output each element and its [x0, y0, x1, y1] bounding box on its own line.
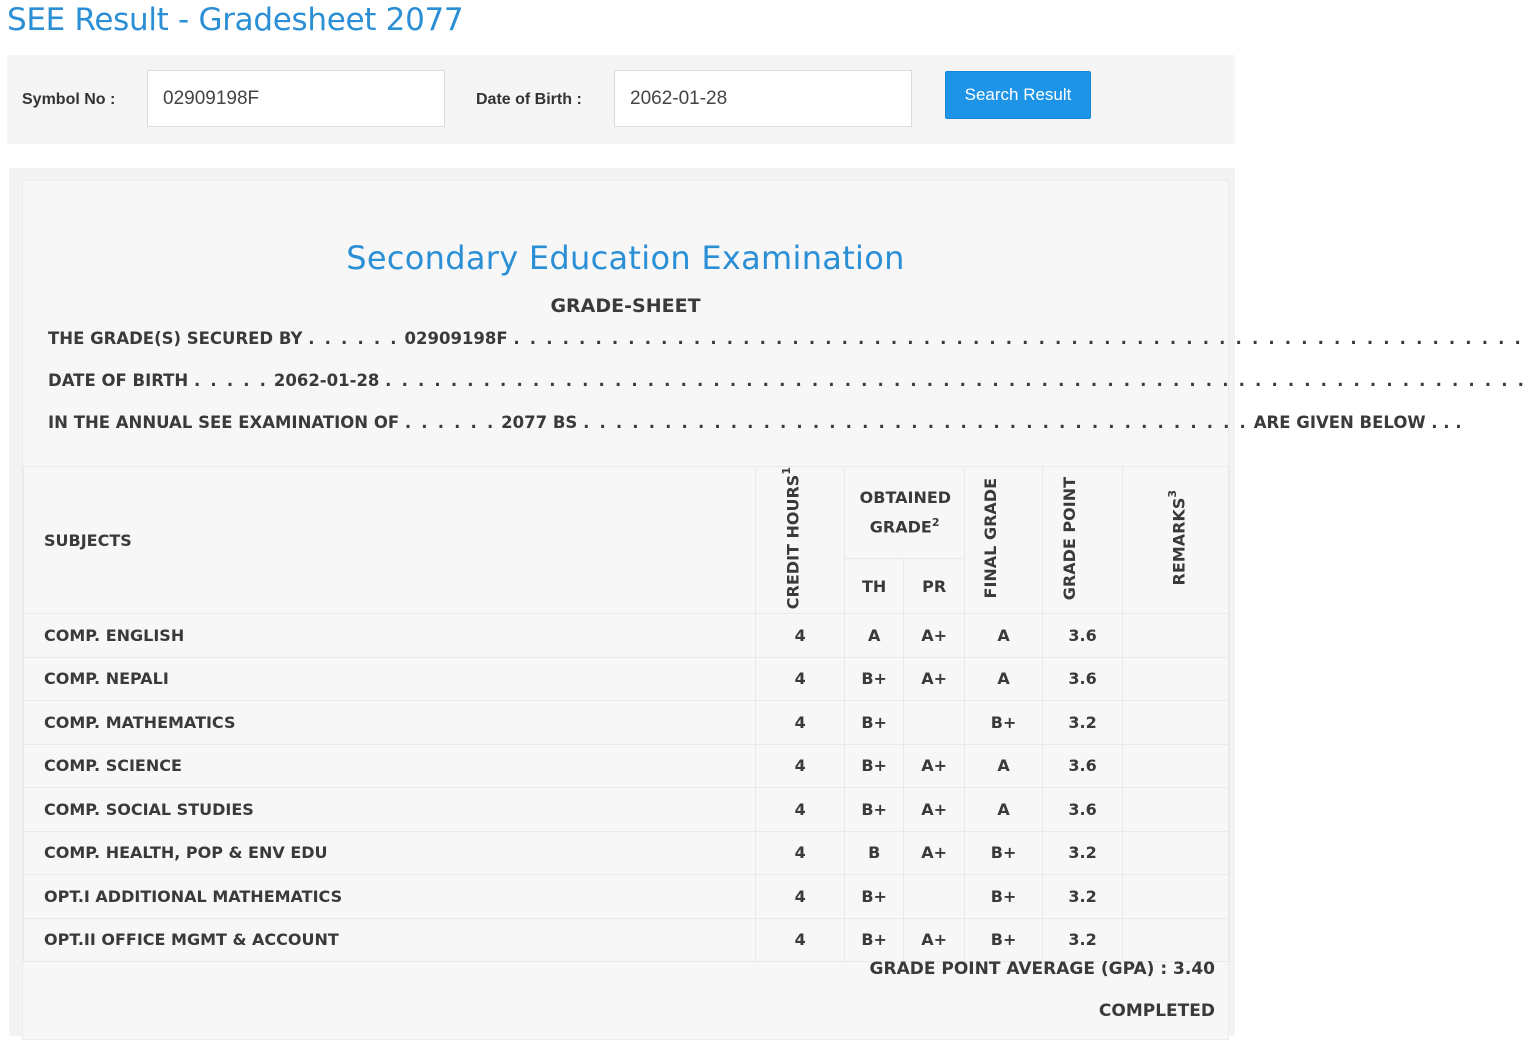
subject-cell: COMP. SOCIAL STUDIES — [24, 788, 756, 832]
dots: . . . . . . — [404, 413, 496, 432]
pr-cell: A+ — [904, 831, 965, 875]
gradesheet-panel — [9, 168, 1526, 1036]
grade-point-cell: 3.2 — [1043, 918, 1123, 962]
dots: . . . . . . . . . . . . . . . . . . . . . . . . . . . . . . . . . . . . . . . . . . . . . . . . . . . . . . . . . . . . . . — [513, 329, 1524, 348]
subject-cell: COMP. MATHEMATICS — [24, 701, 756, 745]
remarks-cell — [1123, 744, 1230, 788]
page-title: SEE Result - Gradesheet 2077 — [7, 2, 464, 38]
exam-suffix: ARE GIVEN BELOW . . . — [1253, 413, 1462, 432]
pr-cell — [904, 701, 965, 745]
pr-cell — [904, 875, 965, 919]
grade-point-cell: 3.2 — [1043, 875, 1123, 919]
dots: . . . . . . — [308, 329, 399, 348]
subject-cell: OPT.II OFFICE MGMT & ACCOUNT — [24, 918, 756, 962]
subject-cell: COMP. SCIENCE — [24, 744, 756, 788]
grade-point-cell: 3.6 — [1043, 788, 1123, 832]
gradesheet — [22, 180, 1526, 1040]
final-grade-cell: A — [965, 614, 1043, 658]
th-cell: B+ — [845, 744, 904, 788]
th-cell: A — [845, 614, 904, 658]
pr-cell: A+ — [904, 788, 965, 832]
secured-by-label: THE GRADE(S) SECURED BY — [48, 329, 303, 348]
remarks-cell — [1123, 657, 1230, 701]
date-of-birth-label: Date of Birth : — [476, 91, 582, 108]
remarks-header — [1123, 467, 1230, 614]
symbol-no-input[interactable] — [147, 70, 445, 127]
credit-hours-header — [756, 467, 845, 614]
remarks-cell — [1123, 701, 1230, 745]
remarks-cell — [1123, 918, 1230, 962]
table-row — [24, 701, 1230, 745]
pr-cell: A+ — [904, 614, 965, 658]
pr-cell: A+ — [904, 744, 965, 788]
grade-point-header — [1043, 467, 1123, 614]
final-grade-cell: B+ — [965, 701, 1043, 745]
grade-point-cell: 3.2 — [1043, 831, 1123, 875]
remarks-cell — [1123, 614, 1230, 658]
result-status: COMPLETED — [1098, 1001, 1215, 1021]
subject-cell: COMP. ENGLISH — [24, 614, 756, 658]
credit-cell: 4 — [756, 788, 845, 832]
exam-title: Secondary Education Examination — [346, 239, 905, 277]
exam-label: IN THE ANNUAL SEE EXAMINATION OF — [48, 413, 400, 432]
dots: . . . . . . . . . . . . . . . . . . . . . . . . . . . . . . . . . . . . . . . . . . . . . . . . . . . . . . . . . . . . . . . . . . . . . . — [385, 371, 1526, 390]
pr-cell: A+ — [904, 657, 965, 701]
final-grade-cell: B+ — [965, 831, 1043, 875]
final-grade-cell: A — [965, 788, 1043, 832]
table-row — [24, 831, 1230, 875]
dob-value: 2062-01-28 — [273, 371, 380, 390]
credit-hours-header-text: CREDIT HOURS$^1$ — [780, 467, 803, 610]
dob-line — [48, 371, 1526, 390]
credit-cell: 4 — [756, 918, 845, 962]
subject-cell: OPT.I ADDITIONAL MATHEMATICS — [24, 875, 756, 919]
final-grade-header-text: FINAL GRADE — [980, 477, 1000, 599]
th-cell: B+ — [845, 657, 904, 701]
final-grade-cell: A — [965, 744, 1043, 788]
credit-cell: 4 — [756, 614, 845, 658]
grade-point-header-text: GRADE POINT — [1059, 476, 1079, 600]
obtained-grade-header — [845, 467, 965, 559]
credit-cell: 4 — [756, 657, 845, 701]
grades-table — [23, 466, 1230, 962]
table-row — [24, 614, 1230, 658]
subject-cell: COMP. NEPALI — [24, 657, 756, 701]
dots: . . . . . — [194, 371, 269, 390]
table-row — [24, 657, 1230, 701]
subjects-header: SUBJECTS — [24, 467, 756, 614]
table-row — [24, 918, 1230, 962]
dob-label: DATE OF BIRTH — [48, 371, 189, 390]
search-form — [7, 55, 1235, 144]
final-grade-cell: A — [965, 657, 1043, 701]
remarks-cell — [1123, 831, 1230, 875]
subject-cell: COMP. HEALTH, POP & ENV EDU — [24, 831, 756, 875]
final-grade-cell: B+ — [965, 875, 1043, 919]
final-grade-header — [965, 467, 1043, 614]
credit-cell: 4 — [756, 744, 845, 788]
grade-point-cell: 3.2 — [1043, 701, 1123, 745]
dots: . . . . . . . . . . . . . . . . . . . . . . . . . . . . . . . . . . . . . . . . . — [583, 413, 1249, 432]
pr-header: PR — [904, 559, 965, 614]
table-row — [24, 875, 1230, 919]
th-cell: B+ — [845, 918, 904, 962]
final-grade-cell: B+ — [965, 918, 1043, 962]
remarks-header-text: REMARKS$^3$ — [1165, 490, 1189, 586]
th-cell: B+ — [845, 875, 904, 919]
credit-cell: 4 — [756, 875, 845, 919]
symbol-no-label: Symbol No : — [22, 91, 116, 108]
th-cell: B+ — [845, 701, 904, 745]
th-cell: B — [845, 831, 904, 875]
grade-point-cell: 3.6 — [1043, 744, 1123, 788]
grade-sheet-heading: GRADE-SHEET — [550, 295, 701, 317]
credit-cell: 4 — [756, 701, 845, 745]
pr-cell: A+ — [904, 918, 965, 962]
gpa-summary: GRADE POINT AVERAGE (GPA) : 3.40 — [869, 959, 1215, 979]
credit-cell: 4 — [756, 831, 845, 875]
remarks-cell — [1123, 788, 1230, 832]
obtained-grade-header-text: OBTAINED GRADE$^2$ — [859, 488, 952, 537]
secured-by-value: 02909198F — [404, 329, 508, 348]
th-cell: B+ — [845, 788, 904, 832]
th-header: TH — [845, 559, 904, 614]
date-of-birth-input[interactable] — [614, 70, 912, 127]
grade-point-cell: 3.6 — [1043, 614, 1123, 658]
secured-by-line — [48, 329, 1524, 348]
table-row — [24, 788, 1230, 832]
search-result-button[interactable]: Search Result — [945, 71, 1091, 119]
exam-value: 2077 BS — [501, 413, 578, 432]
remarks-cell — [1123, 875, 1230, 919]
grade-point-cell: 3.6 — [1043, 657, 1123, 701]
exam-line — [48, 413, 1462, 432]
table-row — [24, 744, 1230, 788]
